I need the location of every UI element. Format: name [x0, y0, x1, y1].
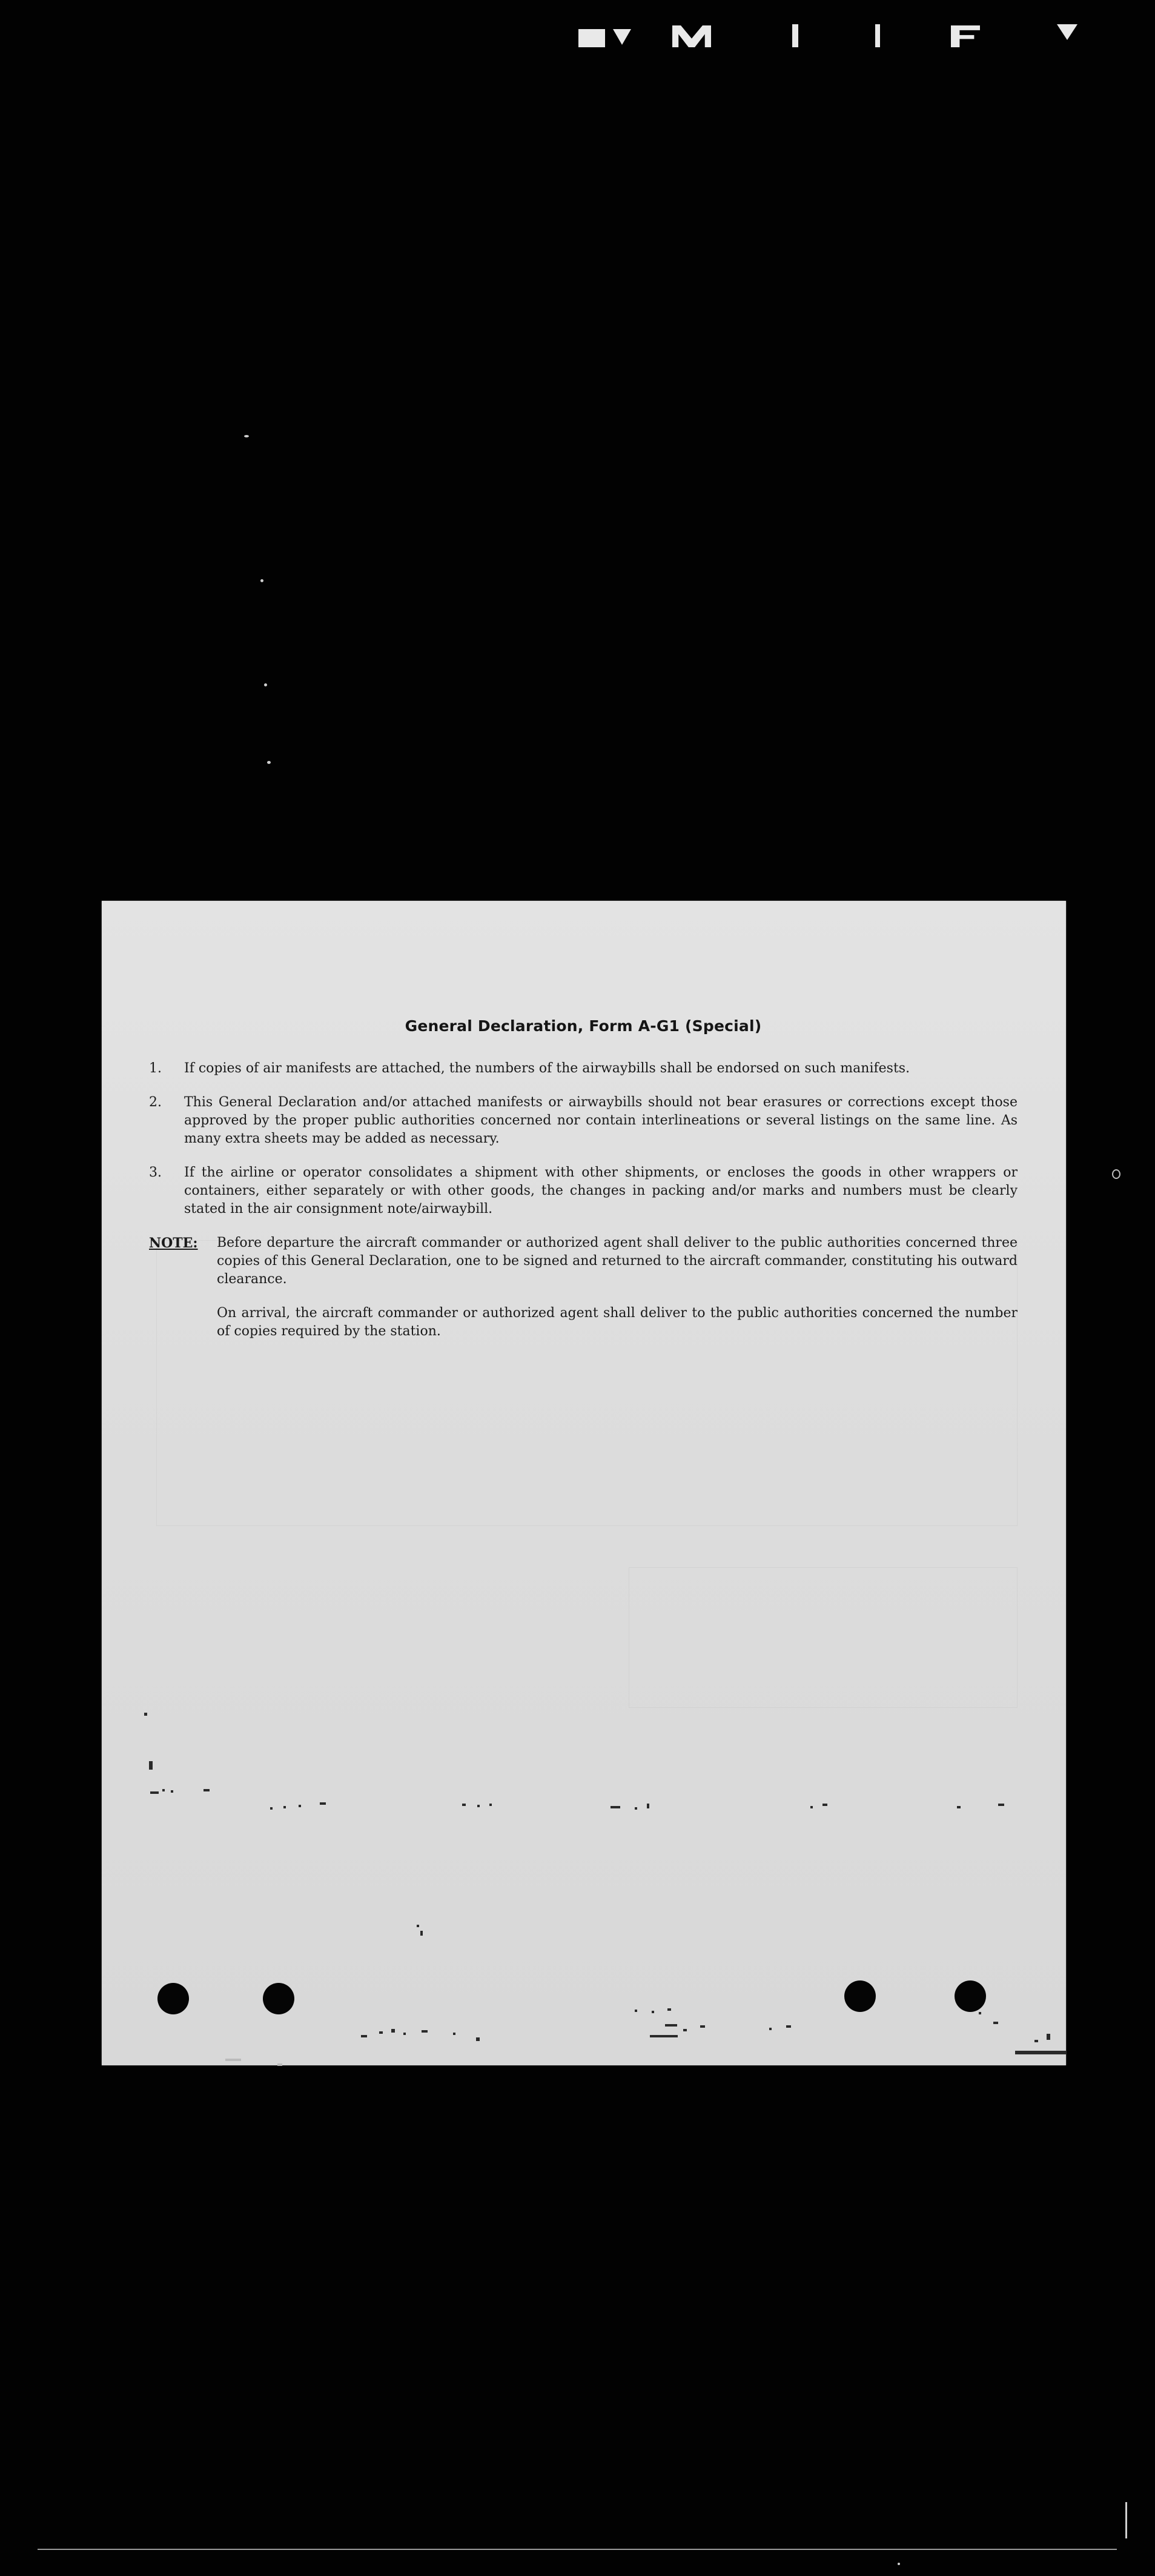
punch-hole — [955, 1980, 986, 2012]
film-mark — [875, 24, 880, 47]
artifact-dot — [417, 1925, 419, 1927]
item-text: This General Declaration and/or attached manifests or airwaybills should not bear erasures or corrections except those approved by the proper public authorities concerned nor contain interlineations or several listings on the same line. As many extra sheets may be added as necessary. — [184, 1095, 1018, 1146]
film-strip-marks — [0, 0, 1155, 67]
film-mark — [1057, 24, 1077, 40]
instructions-list — [149, 1060, 1018, 1356]
artifact-dot — [665, 2024, 677, 2027]
faint-form-outline — [629, 1567, 1018, 1708]
item-number: 1. — [149, 1061, 162, 1076]
artifact-dot — [635, 1807, 637, 1810]
punch-hole — [157, 1983, 189, 2014]
artifact-dot — [270, 1807, 273, 1810]
artifact-dot — [1034, 2040, 1038, 2042]
artifact-dot — [667, 2008, 671, 2011]
artifact-dot — [403, 2033, 406, 2035]
film-mark — [672, 25, 711, 47]
speck — [260, 579, 263, 582]
artifact-dot — [477, 1805, 480, 1807]
document-page — [102, 901, 1066, 2065]
speck — [264, 683, 267, 686]
artifact-dot — [420, 1931, 423, 1936]
film-mark — [613, 29, 631, 45]
artifact-dot — [683, 2029, 687, 2031]
artifact-dot — [1047, 2034, 1050, 2040]
artifact-dot — [453, 2033, 455, 2035]
artifact-dot — [391, 2029, 395, 2033]
note-body — [217, 1234, 1018, 1356]
artifact-dot — [786, 2025, 791, 2028]
artifact-dot — [204, 1789, 210, 1791]
artifact-dot — [320, 1802, 326, 1805]
artifact-dot — [171, 1790, 173, 1793]
speck — [1125, 2502, 1127, 2538]
film-mark — [792, 24, 798, 47]
artifact-dot — [149, 1761, 153, 1770]
artifact-dot — [379, 2031, 383, 2034]
speck — [267, 761, 271, 764]
artifact-dot — [361, 2035, 367, 2037]
edge-mark — [277, 2063, 282, 2066]
artifact-dot — [822, 1804, 827, 1806]
artifact-dot — [998, 1804, 1004, 1806]
artifact-dot — [144, 1713, 147, 1716]
instruction-item — [149, 1094, 1018, 1148]
note-paragraph: On arrival, the aircraft commander or authorized agent shall deliver to the public authorities concerned the number of copies required by the station. — [217, 1306, 1018, 1339]
artifact-dot — [489, 1804, 492, 1806]
artifact-dot — [462, 1804, 466, 1806]
artifact-dot — [611, 1806, 620, 1808]
item-number: 2. — [149, 1095, 162, 1110]
artifact-dot — [652, 2011, 654, 2013]
artifact-dot — [647, 1804, 649, 1808]
edge-mark — [225, 2059, 241, 2061]
artifact-dot — [150, 1791, 159, 1794]
artifact-dot — [422, 2030, 428, 2033]
speck — [1112, 1169, 1120, 1179]
speck — [898, 2563, 900, 2565]
artifact-dot — [635, 2010, 637, 2012]
instruction-item — [149, 1060, 1018, 1078]
film-mark — [578, 29, 605, 47]
note-paragraph: Before departure the aircraft commander or authorized agent shall deliver to the public authorities concerned three copies of this General Declaration, one to be signed and returned to the aircraft commander, constituting his outward clearance. — [217, 1235, 1018, 1287]
punch-hole — [263, 1983, 294, 2014]
artifact-dot — [283, 1806, 286, 1808]
item-text: If copies of air manifests are attached, the numbers of the airwaybills shall be endorsed on such manifests. — [184, 1061, 910, 1076]
note-section — [149, 1234, 1018, 1356]
item-text: If the airline or operator consolidates a shipment with other shipments, or encloses the goods in other wrappers or containers, either separately or with other goods, the changes in packing and/or marks and numbers must be clearly stated in the air consignment note/airwaybill. — [184, 1165, 1018, 1217]
note-label: NOTE: — [149, 1235, 198, 1251]
artifact-dot — [650, 2035, 678, 2037]
artifact-dot — [993, 2022, 998, 2024]
artifact-dot — [162, 1789, 165, 1791]
artifact-dot — [1015, 2051, 1066, 2054]
instruction-item — [149, 1164, 1018, 1218]
speck — [244, 435, 249, 437]
artifact-dot — [769, 2028, 772, 2030]
artifact-dot — [476, 2037, 480, 2041]
document-title: General Declaration, Form A-G1 (Special) — [405, 1017, 762, 1035]
film-mark — [951, 25, 980, 47]
item-number: 3. — [149, 1165, 162, 1180]
artifact-dot — [979, 2012, 981, 2014]
punch-hole — [844, 1980, 876, 2012]
artifact-dot — [810, 1806, 813, 1808]
bottom-rule — [38, 2549, 1117, 2550]
artifact-dot — [299, 1805, 301, 1807]
artifact-dot — [700, 2025, 705, 2028]
artifact-dot — [957, 1806, 961, 1808]
